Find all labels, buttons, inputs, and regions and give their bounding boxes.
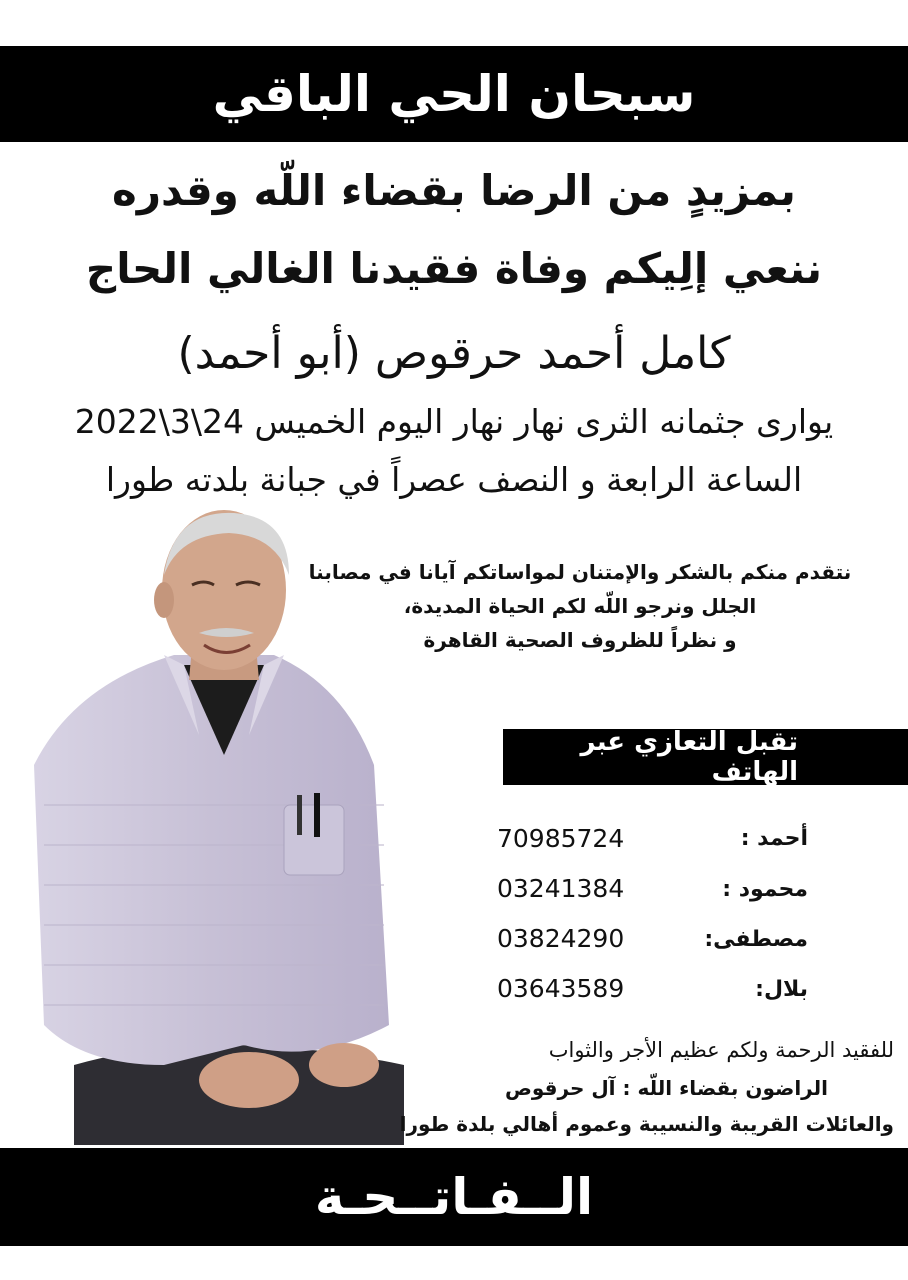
- contact-number: 03643589: [497, 974, 625, 1003]
- phone-condolences-banner: [503, 729, 908, 785]
- contact-number: 03241384: [497, 874, 625, 903]
- contact-name: أحمد :: [740, 826, 808, 851]
- contact-name: بلال:: [755, 977, 808, 1002]
- headline-line-1: بمزيدٍ من الرضا بقضاء اللّه وقدره: [112, 166, 796, 215]
- deceased-name: كامل أحمد حرقوص (أبو أحمد): [177, 328, 731, 379]
- thanks-line-3: و نظراً للظروف الصحية القاهرة: [423, 628, 737, 652]
- phone-banner-text: تقبل التعازي عبر الهاتف: [580, 727, 798, 787]
- headline-line-2: ننعي إلِيكم وفاة فقيدنا الغالي الحاج: [85, 244, 823, 293]
- funeral-line-2: الساعة الرابعة و النصف عصراً في جبانة بلدته طورا: [105, 460, 803, 499]
- closing-line-3: والعائلات القريبة والنسيبة وعموم أهالي بلدة طورا: [399, 1112, 894, 1136]
- funeral-line-1: يوارى جثمانه الثرى نهار نهار اليوم الخميس 24\3\2022: [74, 402, 834, 441]
- top-banner: [0, 46, 908, 142]
- bottom-banner-text: الــفـاتــحـة: [314, 1168, 594, 1226]
- closing-line-1: للفقيد الرحمة ولكم عظيم الأجر والثواب: [548, 1038, 894, 1062]
- contact-name: مصطفى:: [704, 927, 808, 952]
- thanks-line-2: الجلل ونرجو اللّه لكم الحياة المديدة،: [403, 594, 757, 618]
- thanks-line-1: نتقدم منكم بالشكر والإمتنان لمواساتكم آيانا في مصابنا: [308, 560, 852, 584]
- contact-name: محمود :: [722, 877, 808, 902]
- closing-line-2: الراضون بقضاء اللّه : آل حرقوص: [504, 1076, 828, 1100]
- bottom-banner: [0, 1148, 908, 1246]
- contact-number: 70985724: [497, 824, 625, 853]
- top-banner-text: سبحان الحي الباقي: [212, 65, 696, 123]
- contact-number: 03824290: [497, 924, 625, 953]
